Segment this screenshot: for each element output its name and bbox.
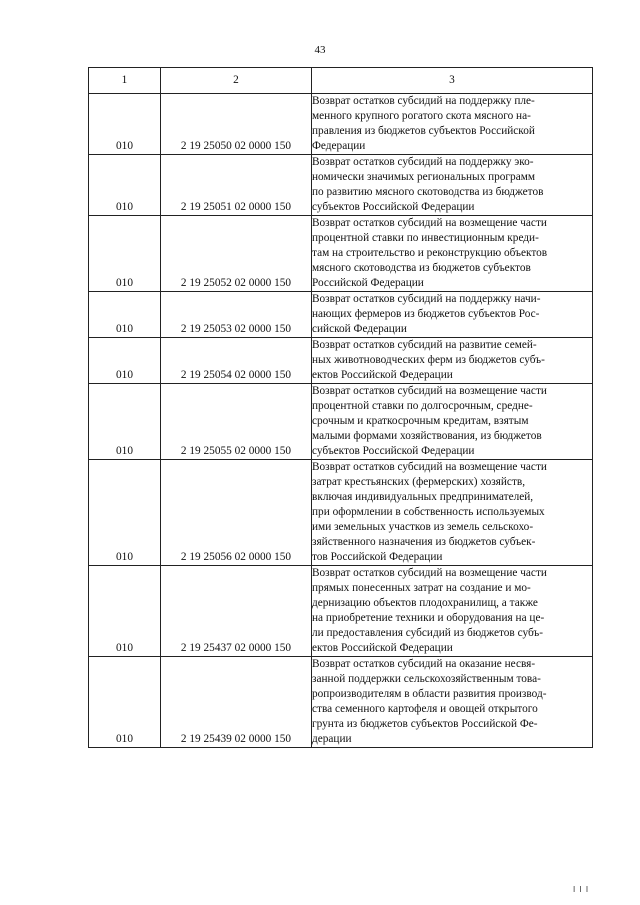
- description-line: субъектов Российской Федерации: [312, 445, 475, 457]
- description-line: прямых понесенных затрат на создание и мо-: [312, 582, 531, 594]
- description-line: на приобретение техники и оборудования на це-: [312, 612, 545, 624]
- table-row: [89, 657, 593, 748]
- description-line: менного крупного рогатого скота мясного на-: [312, 110, 531, 122]
- description-line: Возврат остатков субсидий на возмещение части: [312, 385, 547, 397]
- budget-code-cell: 2 19 25053 02 0000 150: [161, 292, 312, 338]
- description-line: дернизацию объектов плодохранилищ, а также: [312, 597, 538, 609]
- description-line: номически значимых региональных программ: [312, 171, 536, 183]
- description-line: Возврат остатков субсидий на оказание несвя-: [312, 658, 536, 670]
- table-row: [89, 292, 593, 338]
- admin-code-cell: 010: [89, 338, 161, 384]
- description-line: нающих фермеров из бюджетов субъектов Рос-: [312, 308, 540, 320]
- description-line: сийской Федерации: [312, 323, 407, 335]
- description-line: затрат крестьянских (фермерских) хозяйств,: [312, 476, 526, 488]
- table-header-row: [89, 68, 593, 94]
- admin-code-cell: 010: [89, 94, 161, 155]
- description-cell: [312, 292, 593, 338]
- description-line: занной поддержки сельскохозяйственным това-: [312, 673, 541, 685]
- description-line: субъектов Российской Федерации: [312, 201, 475, 213]
- description-cell: [312, 657, 593, 748]
- budget-code-cell: 2 19 25056 02 0000 150: [161, 460, 312, 566]
- budget-classification-table: [88, 67, 593, 748]
- description-line: Возврат остатков субсидий на возмещение части: [312, 217, 547, 229]
- description-cell: [312, 460, 593, 566]
- description-line: ства семенного картофеля и овощей открытого: [312, 703, 538, 715]
- description-cell: [312, 566, 593, 657]
- description-cell: [312, 94, 593, 155]
- description-line: Возврат остатков субсидий на поддержку эко-: [312, 156, 534, 168]
- table-row: [89, 216, 593, 292]
- page-number: 43: [314, 44, 326, 56]
- budget-code-cell: 2 19 25051 02 0000 150: [161, 155, 312, 216]
- description-line: включая индивидуальных предпринимателей,: [312, 491, 534, 503]
- description-cell: [312, 384, 593, 460]
- column-header-2: 2: [161, 68, 312, 94]
- table-row: [89, 155, 593, 216]
- table-row: [89, 566, 593, 657]
- description-line: Возврат остатков субсидий на возмещение части: [312, 461, 547, 473]
- budget-code-cell: 2 19 25052 02 0000 150: [161, 216, 312, 292]
- admin-code-cell: 010: [89, 155, 161, 216]
- description-line: ных животноводческих ферм из бюджетов субъ-: [312, 354, 545, 366]
- description-line: правления из бюджетов субъектов Российской: [312, 125, 535, 137]
- description-line: ли предоставления субсидий из бюджетов субъ-: [312, 627, 544, 639]
- table-row: [89, 338, 593, 384]
- table-header: [89, 68, 593, 94]
- description-line: ектов Российской Федерации: [312, 369, 453, 381]
- description-line: тов Российской Федерации: [312, 551, 443, 563]
- description-line: ектов Российской Федерации: [312, 642, 453, 654]
- budget-code-cell: 2 19 25439 02 0000 150: [161, 657, 312, 748]
- description-line: грунта из бюджетов субъектов Российской Фе-: [312, 718, 538, 730]
- admin-code-cell: 010: [89, 384, 161, 460]
- admin-code-cell: 010: [89, 460, 161, 566]
- budget-code-cell: 2 19 25054 02 0000 150: [161, 338, 312, 384]
- description-cell: [312, 155, 593, 216]
- description-line: Возврат остатков субсидий на развитие семей-: [312, 339, 537, 351]
- description-line: срочным и краткосрочным кредитам, взятым: [312, 415, 529, 427]
- admin-code-cell: 010: [89, 657, 161, 748]
- admin-code-cell: 010: [89, 566, 161, 657]
- table-row: [89, 460, 593, 566]
- description-line: при оформлении в собственность используемых: [312, 506, 545, 518]
- description-line: зяйственного назначения из бюджетов субъек-: [312, 536, 536, 548]
- description-line: малыми формами хозяйствования, из бюджетов: [312, 430, 542, 442]
- description-cell: [312, 216, 593, 292]
- description-line: Российской Федерации: [312, 277, 424, 289]
- description-line: дерации: [312, 733, 352, 745]
- table-row: [89, 94, 593, 155]
- description-cell: [312, 338, 593, 384]
- description-line: ими земельных участков из земель сельскохо-: [312, 521, 534, 533]
- budget-code-cell: 2 19 25055 02 0000 150: [161, 384, 312, 460]
- footer-mark: I I I: [573, 885, 590, 894]
- admin-code-cell: 010: [89, 292, 161, 338]
- description-line: по развитию мясного скотоводства из бюджетов: [312, 186, 544, 198]
- budget-code-cell: 2 19 25437 02 0000 150: [161, 566, 312, 657]
- admin-code-cell: 010: [89, 216, 161, 292]
- description-line: ропроизводителям в области развития производ-: [312, 688, 547, 700]
- table-body: [89, 94, 593, 748]
- description-line: процентной ставки по инвестиционным креди-: [312, 232, 539, 244]
- column-header-3: 3: [312, 68, 593, 94]
- description-line: процентной ставки по долгосрочным, средне-: [312, 400, 533, 412]
- budget-code-cell: 2 19 25050 02 0000 150: [161, 94, 312, 155]
- table-row: [89, 384, 593, 460]
- description-line: мясного скотоводства из бюджетов субъектов: [312, 262, 531, 274]
- description-line: там на строительство и реконструкцию объектов: [312, 247, 548, 259]
- description-line: Возврат остатков субсидий на поддержку пле-: [312, 95, 535, 107]
- description-line: Возврат остатков субсидий на возмещение части: [312, 567, 547, 579]
- column-header-1: 1: [89, 68, 161, 94]
- description-line: Федерации: [312, 140, 366, 152]
- description-line: Возврат остатков субсидий на поддержку начи-: [312, 293, 541, 305]
